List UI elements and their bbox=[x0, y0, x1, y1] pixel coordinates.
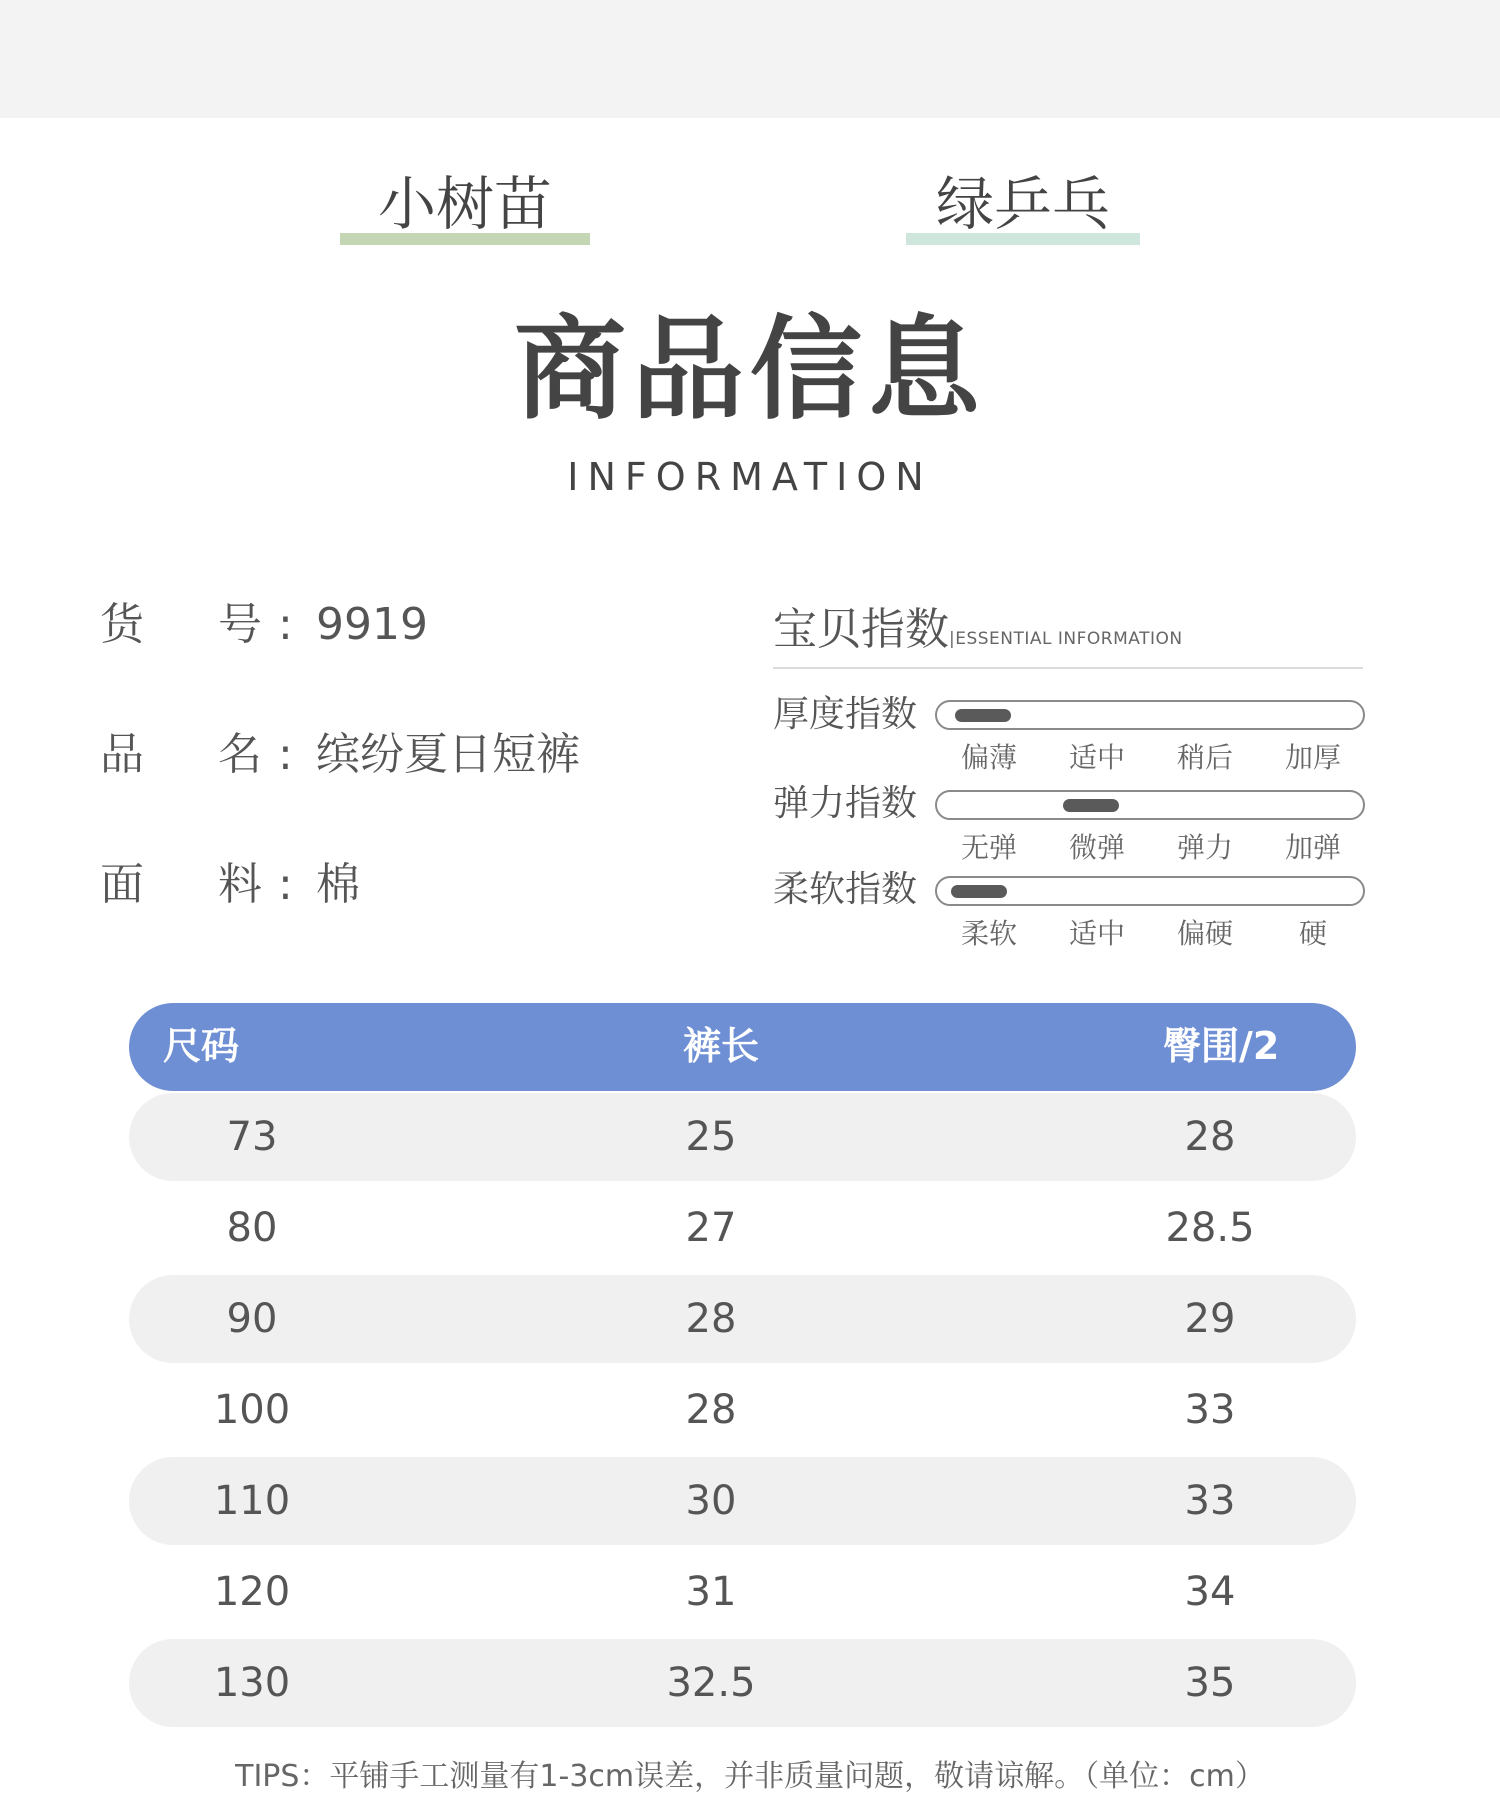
table-cell-hip: 35 bbox=[1184, 1660, 1236, 1706]
index-option: 偏硬 bbox=[1176, 917, 1233, 950]
table-cell-length: 25 bbox=[685, 1114, 737, 1160]
spec-key-char-2: 号 bbox=[218, 599, 262, 650]
index-track-elasticity bbox=[935, 790, 1365, 820]
table-cell-size: 100 bbox=[213, 1387, 291, 1433]
color-tab-label: 绿乒乓 bbox=[935, 170, 1110, 238]
tips-note: TIPS：平铺手工测量有1-3cm误差，并非质量问题，敬请谅解。（单位：cm） bbox=[235, 1759, 1265, 1794]
index-option: 无弹 bbox=[960, 831, 1017, 864]
table-cell-hip: 33 bbox=[1184, 1478, 1236, 1524]
spec-value: 9919 bbox=[316, 599, 428, 650]
spec-colon: : bbox=[278, 859, 293, 910]
index-knob bbox=[951, 885, 1007, 898]
index-option: 加弹 bbox=[1284, 831, 1341, 864]
spec-key-char-1: 面 bbox=[100, 859, 144, 910]
table-cell-size: 73 bbox=[226, 1114, 278, 1160]
table-cell-length: 30 bbox=[685, 1478, 737, 1524]
table-cell-size: 90 bbox=[226, 1296, 278, 1342]
index-panel-title bbox=[773, 600, 1183, 669]
table-cell-length: 28 bbox=[685, 1387, 737, 1433]
spec-fabric bbox=[100, 855, 360, 915]
size-table-header bbox=[129, 1003, 1356, 1091]
table-row bbox=[129, 1275, 1356, 1363]
spec-key-char-2: 名 bbox=[218, 729, 262, 780]
table-cell-length: 27 bbox=[685, 1205, 737, 1251]
index-panel-title-text: 宝贝指数 bbox=[773, 604, 949, 655]
index-label-elasticity: 弹力指数 bbox=[773, 783, 918, 824]
spec-colon: : bbox=[278, 599, 293, 650]
spec-value: 缤纷夏日短裤 bbox=[316, 729, 580, 780]
table-cell-length: 31 bbox=[685, 1569, 737, 1615]
table-cell-size: 130 bbox=[213, 1660, 291, 1706]
index-option: 弹力 bbox=[1176, 831, 1233, 864]
table-cell-length: 28 bbox=[685, 1296, 737, 1342]
index-knob bbox=[1063, 799, 1119, 812]
table-cell-hip: 33 bbox=[1184, 1387, 1236, 1433]
column-header-hip: 臀围/2 bbox=[1163, 1024, 1280, 1068]
table-cell-hip: 34 bbox=[1184, 1569, 1236, 1615]
table-cell-hip: 29 bbox=[1184, 1296, 1236, 1342]
table-cell-hip: 28.5 bbox=[1165, 1205, 1255, 1251]
index-label-thickness: 厚度指数 bbox=[773, 694, 918, 735]
index-option: 加厚 bbox=[1284, 741, 1341, 774]
table-row bbox=[129, 1093, 1356, 1181]
table-row bbox=[129, 1457, 1356, 1545]
spec-key-char-1: 品 bbox=[100, 729, 144, 780]
column-header-size: 尺码 bbox=[163, 1024, 240, 1068]
table-row bbox=[129, 1639, 1356, 1727]
table-cell-size: 110 bbox=[213, 1478, 291, 1524]
column-header-length: 裤长 bbox=[683, 1024, 760, 1068]
index-option: 硬 bbox=[1298, 917, 1327, 950]
index-option: 微弹 bbox=[1068, 831, 1125, 864]
index-option: 稍后 bbox=[1176, 741, 1233, 774]
spec-colon: : bbox=[278, 729, 293, 780]
index-track-softness bbox=[935, 876, 1365, 906]
color-tab-label: 小树苗 bbox=[377, 170, 552, 238]
divider bbox=[773, 667, 1363, 669]
section-subtitle: INFORMATION bbox=[567, 455, 933, 499]
table-row bbox=[129, 1548, 1356, 1636]
color-tab-2[interactable] bbox=[906, 165, 1140, 245]
index-track-thickness bbox=[935, 700, 1365, 730]
index-option: 偏薄 bbox=[960, 741, 1017, 774]
table-cell-size: 120 bbox=[213, 1569, 291, 1615]
color-tab-1[interactable] bbox=[340, 165, 590, 245]
table-row bbox=[129, 1184, 1356, 1272]
index-panel-subtitle: |ESSENTIAL INFORMATION bbox=[949, 629, 1183, 649]
index-option: 适中 bbox=[1068, 917, 1125, 950]
section-title: 商品信息 bbox=[514, 305, 986, 435]
table-row bbox=[129, 1366, 1356, 1454]
top-image-strip bbox=[0, 0, 1500, 118]
index-option: 柔软 bbox=[960, 917, 1017, 950]
table-cell-size: 80 bbox=[226, 1205, 278, 1251]
index-option: 适中 bbox=[1068, 741, 1125, 774]
spec-key-char-1: 货 bbox=[100, 599, 144, 650]
spec-product-name bbox=[100, 725, 580, 785]
spec-item-number bbox=[100, 595, 428, 655]
index-knob bbox=[955, 709, 1011, 722]
index-label-softness: 柔软指数 bbox=[773, 869, 918, 910]
spec-value: 棉 bbox=[316, 859, 360, 910]
table-cell-length: 32.5 bbox=[666, 1660, 756, 1706]
spec-key-char-2: 料 bbox=[218, 859, 262, 910]
table-cell-hip: 28 bbox=[1184, 1114, 1236, 1160]
